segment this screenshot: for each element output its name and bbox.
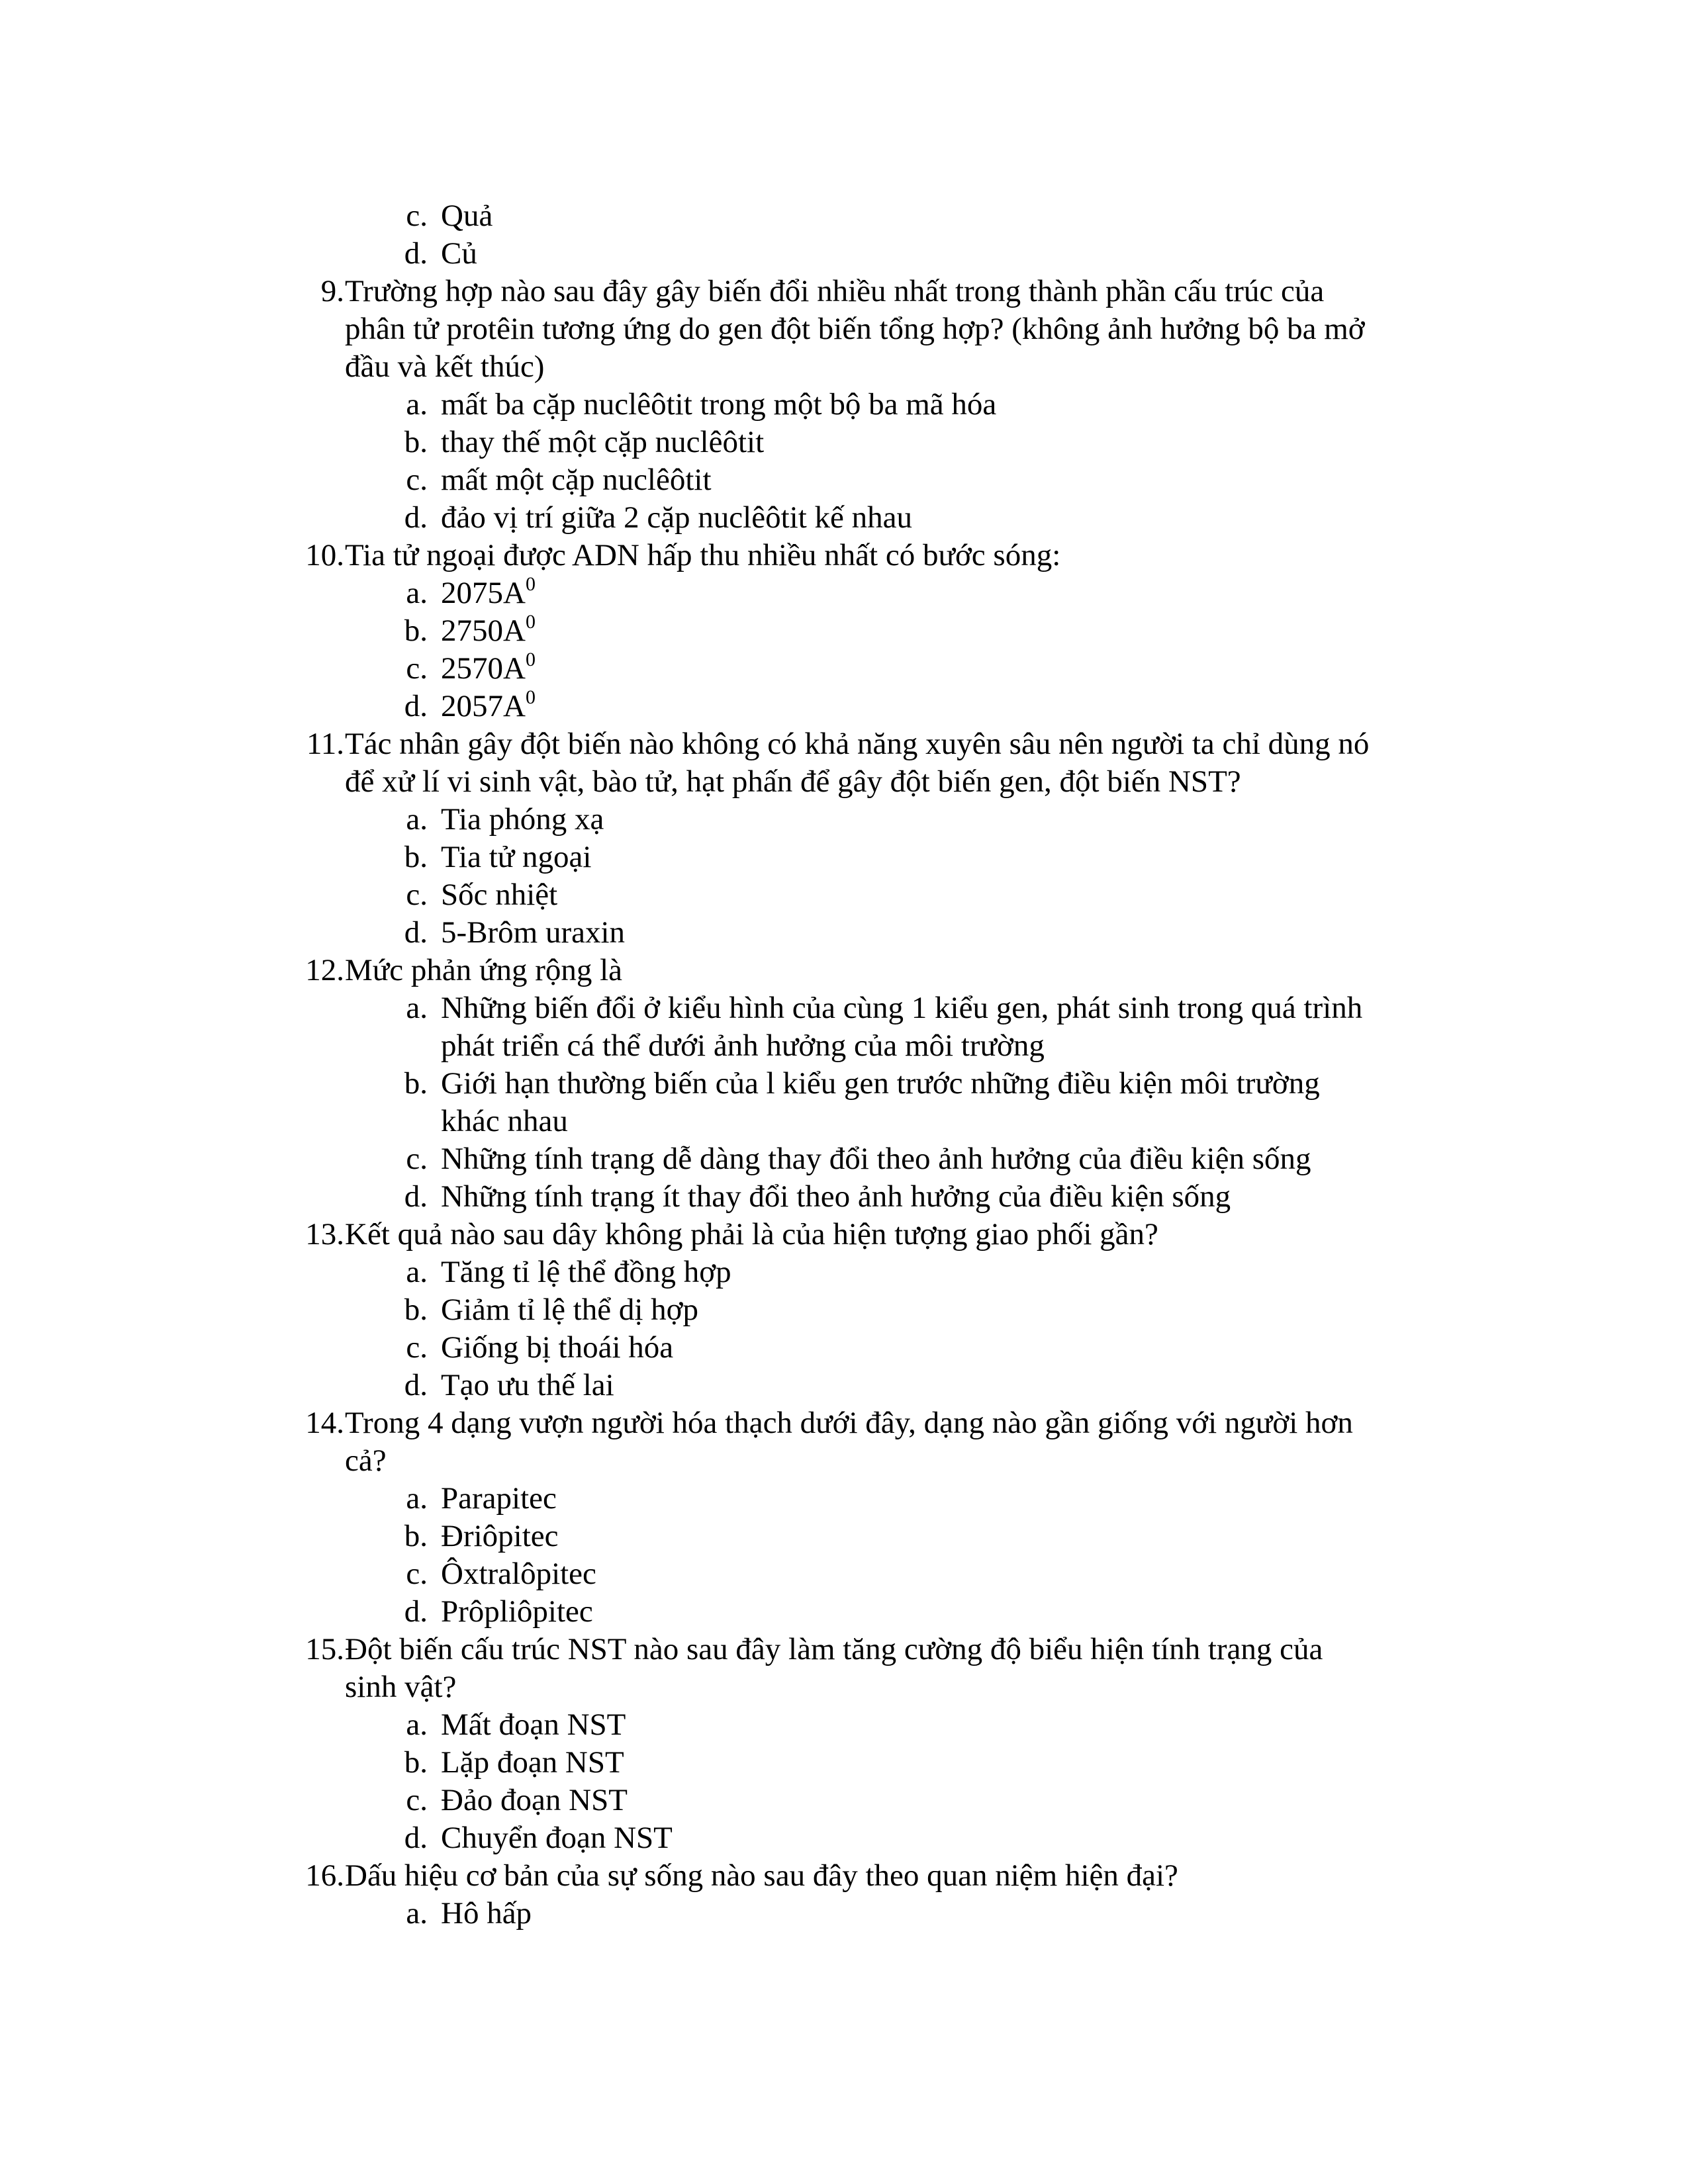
option-text: Những tính trạng ít thay đổi theo ảnh hưởng của điều kiện sống: [441, 1179, 1231, 1214]
option-text: Lặp đoạn NST: [441, 1745, 624, 1780]
option-text: Sốc nhiệt: [441, 878, 558, 912]
option-text: Củ: [441, 236, 477, 271]
question-text: sinh vật?: [345, 1670, 457, 1704]
option-label: d.: [404, 500, 428, 535]
question-text: Đột biến cấu trúc NST nào sau đây làm tăng cường độ biểu hiện tính trạng của: [345, 1632, 1323, 1666]
option-label: a.: [406, 1255, 428, 1289]
option-text: Chuyển đoạn NST: [441, 1821, 673, 1855]
option-text: Prôpliôpitec: [441, 1594, 593, 1629]
option-text: Ôxtralôpitec: [441, 1557, 596, 1591]
option-text: Giảm tỉ lệ thể dị hợp: [441, 1293, 699, 1327]
option-text: Mất đoạn NST: [441, 1707, 626, 1742]
option-label: b.: [404, 1519, 428, 1553]
option-text: Những biến đổi ở kiểu hình của cùng 1 kiểu gen, phát sinh trong quá trình: [441, 991, 1363, 1025]
option-label: a.: [406, 1481, 428, 1516]
option-label: d.: [404, 236, 428, 271]
option-text: Đriôpitec: [441, 1519, 559, 1553]
option-text: khác nhau: [441, 1104, 568, 1138]
option-label: b.: [404, 425, 428, 459]
option-label: d.: [404, 1179, 428, 1214]
option-text: Giới hạn thường biến của l kiểu gen trước những điều kiện môi trường: [441, 1066, 1320, 1101]
option-text: Tạo ưu thế lai: [441, 1368, 614, 1402]
question-text: phân tử protêin tương ứng do gen đột biến tổng hợp? (không ảnh hưởng bộ ba mở: [345, 312, 1365, 346]
option-label: d.: [404, 1368, 428, 1402]
option-label: c.: [406, 1557, 428, 1591]
option-label: a.: [406, 1707, 428, 1742]
option-text: $2057A^0$: [441, 686, 536, 723]
question-text: Tác nhân gây đột biến nào không có khả năng xuyên sâu nên người ta chỉ dùng nó: [345, 727, 1370, 761]
option-label: d.: [404, 689, 428, 723]
option-label: b.: [404, 1066, 428, 1101]
question-text: Trường hợp nào sau đây gây biến đổi nhiều nhất trong thành phần cấu trúc của: [345, 274, 1325, 308]
option-label: c.: [406, 1142, 428, 1176]
option-label: b.: [404, 840, 428, 874]
option-text: 5-Brôm uraxin: [441, 915, 626, 950]
superscript: 0: [525, 686, 536, 709]
option-label: a.: [406, 576, 428, 610]
option-text: Hô hấp: [441, 1896, 532, 1931]
option-label: c.: [406, 463, 428, 497]
option-label: d.: [404, 915, 428, 950]
option-text: mất ba cặp nuclêôtit trong một bộ ba mã hóa: [441, 387, 997, 422]
option-text: đảo vị trí giữa 2 cặp nuclêôtit kế nhau: [441, 500, 912, 535]
option-text: Những tính trạng dễ dàng thay đổi theo ảnh hưởng của điều kiện sống: [441, 1142, 1311, 1176]
option-label: d.: [404, 1594, 428, 1629]
question-text: đầu và kết thúc): [345, 349, 545, 384]
option-label: c.: [406, 651, 428, 686]
option-text: $2750A^0$: [441, 611, 536, 648]
question-text: Tia tử ngoại được ADN hấp thu nhiều nhất có bước sóng:: [345, 538, 1061, 572]
question-text: Dấu hiệu cơ bản của sự sống nào sau đây theo quan niệm hiện đại?: [345, 1858, 1178, 1893]
question-text: Trong 4 dạng vượn người hóa thạch dưới đây, dạng nào gần giống với người hơn: [345, 1406, 1353, 1440]
option-text: $2570A^0$: [441, 649, 536, 686]
option-label: b.: [404, 1293, 428, 1327]
option-text: Quả: [441, 199, 493, 233]
question-text: cả?: [345, 1443, 387, 1478]
question-text: để xử lí vi sinh vật, bào tử, hạt phấn để gây đột biến gen, đột biến NST?: [345, 764, 1241, 799]
option-text: Tia tử ngoại: [441, 840, 592, 874]
superscript: 0: [525, 611, 536, 633]
option-text: thay thế một cặp nuclêôtit: [441, 425, 765, 459]
option-label: a.: [406, 387, 428, 422]
option-text: Parapitec: [441, 1481, 557, 1516]
option-label: a.: [406, 991, 428, 1025]
question-text: Kết quả nào sau dây không phải là của hiện tượng giao phối gần?: [345, 1217, 1158, 1251]
option-text: Đảo đoạn NST: [441, 1783, 628, 1817]
option-text: phát triển cá thể dưới ảnh hưởng của môi trường: [441, 1028, 1045, 1063]
document-page: c. Quả d. Củ 9. Trường hợp nào sau đây gây biến đổi nhiều nhất trong thành phần cấu trúc của phân tử protêin tương ứng do gen đột biến tổng hợp? (không ảnh hưởng bộ ba mở đầu và kết thúc) a. mất ba cặp nuclêôtit trong một bộ ba mã hóa b. thay thế một cặp nuclêôtit c. mất một cặp nuclêôtit d. đảo vị trí giữa 2 cặp nuclêôtit kế nhau 10. Tia tử ngoại được ADN hấp thu nhiều nhất có bước sóng: a. $2075A^0$ b. $2750A^0$ c. $2570A^0$ d. $2057A^0$ 11. Tác nhân gây đột biến nào không có khả năng xuyên sâu nên người ta chỉ dùng nó để xử lí vi sinh vật, bào tử, hạt phấn để gây đột biến gen, đột biến NST? a. Tia phóng xạ b. Tia tử ngoại c. Sốc nhiệt d. 5-Brôm uraxin 12. Mức phản ứng rộng là a. Những biến đổi ở kiểu hình của cùng 1 kiểu gen, phát sinh trong quá trình phát triển cá thể dưới ảnh hưởng của môi trường b. Giới hạn thường biến của l kiểu gen trước những điều kiện môi trường khác nhau c. Những tính trạng dễ dàng thay đổi theo ảnh hưởng của điều kiện sống d. Những tính trạng ít thay đổi theo ảnh hưởng của điều kiện sống 13. Kết quả nào sau dây không phải là của hiện tượng giao phối gần? a. Tăng tỉ lệ thể đồng hợp b. Giảm tỉ lệ thể dị hợp c. Giống bị thoái hóa d. Tạo ưu thế lai 14. Trong 4 dạng vượn người hóa thạch dưới đây, dạng nào gần giống với người hơn cả? a. Parapitec b. Đriôpitec c. Ôxtralôpitec d. Prôpliôpitec 15. Đột biến cấu trúc NST nào sau đây làm tăng cường độ biểu hiện tính trạng của sinh vật? a. Mất đoạn NST b. Lặp đoạn NST c. Đảo đoạn NST d. Chuyển đoạn NST 16. Dấu hiệu cơ bản của sự sống nào sau đây theo quan niệm hiện đại? a. Hô hấp: [305, 199, 1370, 1931]
question-text: Mức phản ứng rộng là: [345, 953, 623, 987]
option-text: mất một cặp nuclêôtit: [441, 463, 712, 497]
option-label: c.: [406, 1783, 428, 1817]
option-text: $2075A^0$: [441, 573, 536, 610]
option-text: Tăng tỉ lệ thể đồng hợp: [441, 1255, 731, 1289]
option-text: Tia phóng xạ: [441, 802, 604, 837]
option-label: c.: [406, 878, 428, 912]
superscript: 0: [525, 573, 536, 596]
option-text: Giống bị thoái hóa: [441, 1330, 674, 1365]
option-label: d.: [404, 1821, 428, 1855]
option-label: b.: [404, 614, 428, 648]
option-label: c.: [406, 199, 428, 233]
superscript: 0: [525, 649, 536, 671]
option-label: a.: [406, 802, 428, 837]
option-label: c.: [406, 1330, 428, 1365]
option-label: b.: [404, 1745, 428, 1780]
option-label: a.: [406, 1896, 428, 1931]
